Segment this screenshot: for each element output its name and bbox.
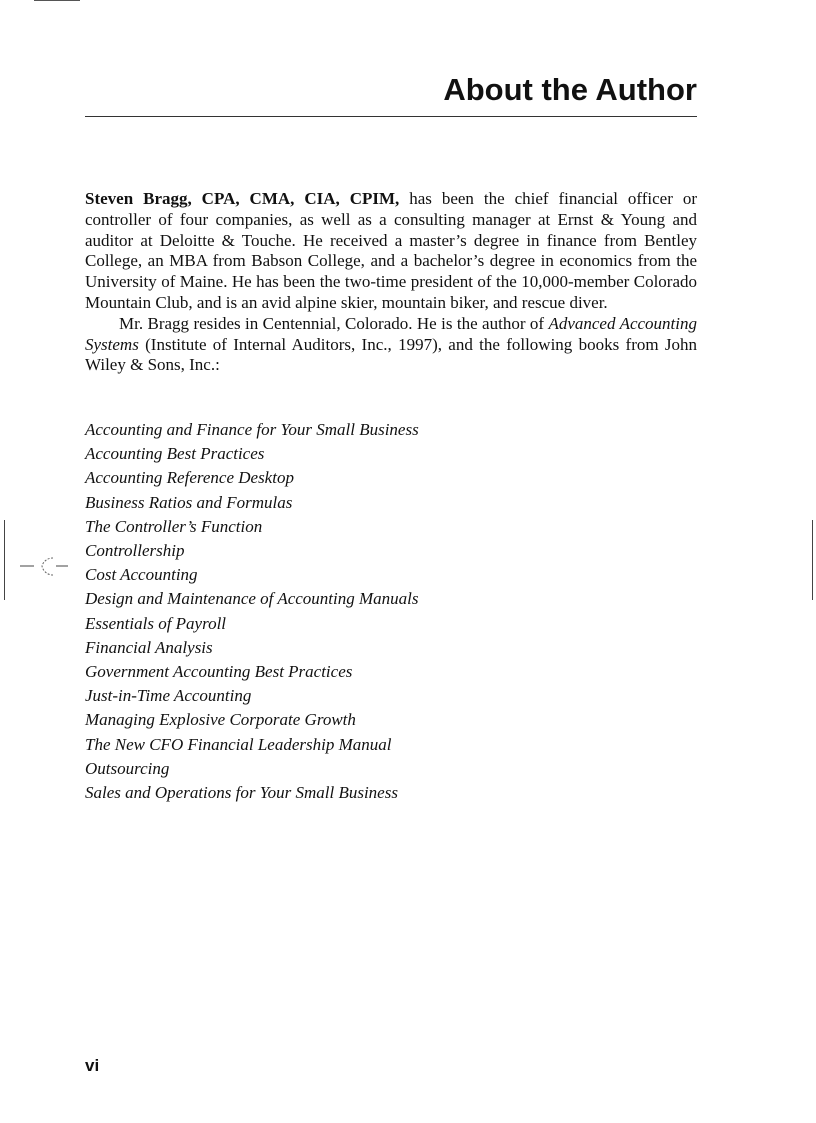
book-title: Accounting and Finance for Your Small Business — [85, 420, 419, 439]
book-title: Government Accounting Best Practices — [85, 662, 353, 682]
book-title: Cost Accounting — [85, 565, 198, 585]
book-list — [85, 418, 697, 805]
registration-mark-icon — [20, 545, 70, 585]
bio-paragraph-2 — [85, 314, 697, 376]
bio-paragraph-2-start: Mr. Bragg resides in Centennial, Colorado. He is the author of — [119, 313, 549, 333]
book-title: Just-in-Time Accounting — [85, 686, 252, 706]
crop-mark-right — [812, 520, 813, 600]
bio-paragraph-1-text: has been the chief financial officer or controller of four companies, as well as a consulting manager at Ernst & Young and auditor at Deloitte & Touche. He received a master’s degree in finance from Bentley College, an MBA from Babson College, and a bachelor’s degree in economics from the University of Maine. He has been the two-time president of the 10,000-member Colorado Mountain Club, and is an avid alpine skier, mountain biker, and rescue diver. — [85, 189, 697, 312]
book-title: Business Ratios and Formulas — [85, 492, 293, 512]
crop-mark-top — [34, 0, 80, 1]
book-title: The New CFO Financial Leadership Manual — [85, 734, 392, 754]
book-title: Essentials of Payroll — [85, 613, 227, 633]
bio-paragraph-1 — [85, 189, 697, 314]
book-title: The Controller’s Function — [85, 516, 263, 536]
book-title: Controllership — [85, 541, 185, 561]
book-title: Accounting Reference Desktop — [85, 468, 294, 488]
page-title: About the Author — [443, 72, 697, 107]
bio-book-title: Advanced Accounting Systems — [85, 313, 697, 354]
book-title: Managing Explosive Corporate Growth — [85, 710, 356, 730]
bio-paragraph-2-end: (Institute of Internal Auditors, Inc., 1997), and the following books from John Wiley & Sons, Inc.: — [85, 334, 697, 375]
title-rule — [85, 116, 697, 117]
page-number: vi — [85, 1056, 100, 1075]
author-bio — [85, 189, 697, 376]
book-title: Sales and Operations for Your Small Business — [85, 783, 398, 803]
author-name: Steven Bragg, CPA, CMA, CIA, CPIM, — [85, 189, 400, 208]
crop-mark-left — [4, 520, 5, 600]
book-title: Accounting Best Practices — [85, 444, 265, 464]
book-title: Outsourcing — [85, 758, 170, 778]
book-title: Design and Maintenance of Accounting Manuals — [85, 589, 419, 609]
book-title: Financial Analysis — [85, 637, 213, 657]
